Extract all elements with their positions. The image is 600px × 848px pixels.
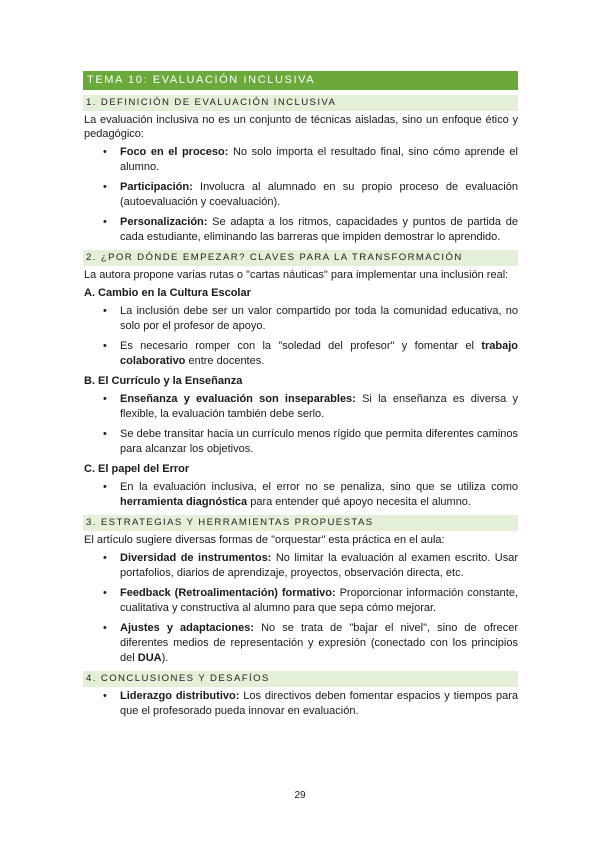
subsection-c-list	[83, 480, 518, 510]
section-4-list	[83, 689, 518, 719]
bullet-icon: •	[103, 428, 107, 440]
section-header-3: 3. ESTRATEGIAS Y HERRAMIENTAS PROPUESTAS	[83, 515, 518, 531]
page-number: 29	[294, 790, 306, 801]
bullet-icon: •	[103, 393, 107, 405]
subsection-b-list	[83, 392, 518, 457]
list-item: • Participación: Involucra al alumnado en su propio proceso de evaluación (autoevaluación y coevaluación).	[103, 181, 518, 208]
list-item: • La inclusión debe ser un valor compartido por toda la comunidad educativa, no solo por el profesor de apoyo.	[103, 305, 518, 332]
section-header-2: 2. ¿POR DÓNDE EMPEZAR? CLAVES PARA LA TRANSFORMACIÓN	[83, 250, 518, 266]
bullet-icon: •	[103, 181, 107, 193]
document-page	[83, 71, 518, 724]
list-item: • Diversidad de instrumentos: No limitar la evaluación al examen escrito. Usar portafolios, diarios de aprendizaje, proyectos, observación directa, etc.	[103, 552, 518, 579]
list-item: • Foco en el proceso: No solo importa el resultado final, sino cómo aprende el alumno.	[103, 146, 518, 173]
subsection-title-c: C. El papel del Error	[84, 463, 190, 475]
list-item: • Personalización: Se adapta a los ritmos, capacidades y puntos de partida de cada estudiante, eliminando las barreras que impiden demostrar lo aprendido.	[103, 216, 518, 243]
subsection-title-a: A. Cambio en la Cultura Escolar	[84, 287, 251, 299]
bullet-icon: •	[103, 552, 107, 564]
section-1-list	[83, 145, 518, 245]
section-header-1: 1. DEFINICIÓN DE EVALUACIÓN INCLUSIVA	[83, 95, 518, 111]
subsection-a-list	[83, 304, 518, 369]
list-item: • Feedback (Retroalimentación) formativo: Proporcionar información constante, cualitativa y constructiva al alumno para que sepa cómo mejorar.	[103, 587, 518, 614]
bullet-icon: •	[103, 216, 107, 228]
bullet-icon: •	[103, 340, 107, 352]
bullet-icon: •	[103, 587, 107, 599]
subsection-title-b: B. El Currículo y la Enseñanza	[84, 375, 243, 387]
page-title: TEMA 10: EVALUACIÓN INCLUSIVA	[83, 71, 518, 90]
list-item: • Enseñanza y evaluación son inseparables: Si la enseñanza es diversa y flexible, la evaluación también debe serlo.	[103, 393, 518, 420]
bullet-icon: •	[103, 690, 107, 702]
list-item: • Liderazgo distributivo: Los directivos deben fomentar espacios y tiempos para que el profesorado pueda innovar en evaluación.	[103, 690, 518, 717]
bullet-icon: •	[103, 481, 107, 493]
section-3-intro: El artículo sugiere diversas formas de "orquestar" esta práctica en el aula:	[84, 534, 445, 546]
section-3-list	[83, 551, 518, 666]
section-2-intro: La autora propone varias rutas o "cartas náuticas" para implementar una inclusión real:	[84, 269, 509, 281]
list-item: • Es necesario romper con la "soledad del profesor" y fomentar el trabajo colaborativo entre docentes.	[103, 340, 518, 367]
bullet-icon: •	[103, 305, 107, 317]
list-item: • En la evaluación inclusiva, el error no se penaliza, sino que se utiliza como herramienta diagnóstica para entender qué apoyo necesita el alumno.	[103, 481, 518, 508]
list-item: • Ajustes y adaptaciones: No se trata de "bajar el nivel", sino de ofrecer diferentes medios de representación y expresión (conectado con los principios del DUA).	[103, 622, 518, 664]
section-header-4: 4. CONCLUSIONES Y DESAFÍOS	[83, 671, 518, 687]
bullet-icon: •	[103, 622, 107, 634]
list-item: • Se debe transitar hacia un currículo menos rígido que permita diferentes caminos para alcanzar los objetivos.	[103, 428, 518, 455]
section-1-intro: La evaluación inclusiva no es un conjunto de técnicas aisladas, sino un enfoque ético y pedagógico:	[84, 114, 518, 140]
bullet-icon: •	[103, 146, 107, 158]
